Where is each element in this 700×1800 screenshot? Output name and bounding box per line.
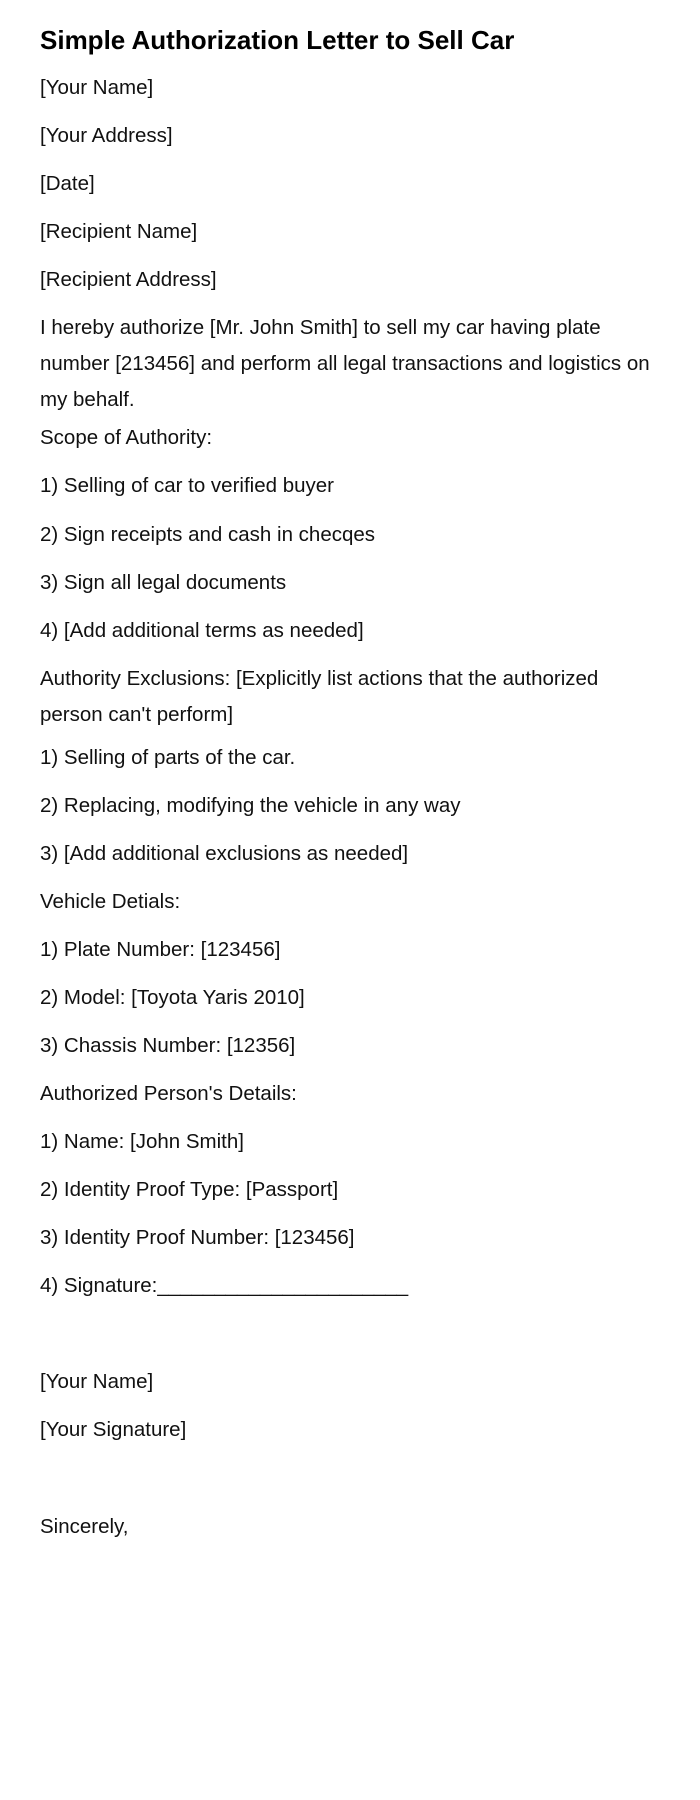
closing-name: [Your Name] xyxy=(40,1370,154,1393)
vehicle-heading: Vehicle Detials: xyxy=(40,890,181,913)
document-title: Simple Authorization Letter to Sell Car xyxy=(40,25,515,55)
person-item: 3) Identity Proof Number: [123456] xyxy=(40,1226,355,1249)
scope-item: 2) Sign receipts and cash in checqes xyxy=(40,523,376,546)
exclusion-item: 1) Selling of parts of the car. xyxy=(40,746,296,769)
recipient-address: [Recipient Address] xyxy=(40,268,217,291)
vehicle-item: 2) Model: [Toyota Yaris 2010] xyxy=(40,986,305,1009)
scope-item: 3) Sign all legal documents xyxy=(40,571,287,594)
vehicle-item: 1) Plate Number: [123456] xyxy=(40,938,281,961)
person-heading: Authorized Person's Details: xyxy=(40,1082,297,1105)
person-item: 1) Name: [John Smith] xyxy=(40,1130,244,1153)
closing-signature: [Your Signature] xyxy=(40,1418,187,1441)
scope-item: 4) [Add additional terms as needed] xyxy=(40,619,364,642)
sign-off: Sincerely, xyxy=(40,1515,129,1538)
vehicle-item: 3) Chassis Number: [12356] xyxy=(40,1034,296,1057)
person-item: 2) Identity Proof Type: [Passport] xyxy=(40,1178,339,1201)
exclusion-item: 3) [Add additional exclusions as needed] xyxy=(40,842,409,865)
exclusion-item: 2) Replacing, modifying the vehicle in any way xyxy=(40,794,461,817)
signature-line: 4) Signature:______________________ xyxy=(40,1274,409,1297)
recipient-name: [Recipient Name] xyxy=(40,220,198,243)
scope-item: 1) Selling of car to verified buyer xyxy=(40,474,334,497)
exclusions-heading: Authority Exclusions: [Explicitly list actions that the authorized person can't perform] xyxy=(40,667,599,726)
sender-name: [Your Name] xyxy=(40,76,154,99)
authorization-paragraph: I hereby authorize [Mr. John Smith] to sell my car having plate number [213456] and perform all legal transactions and logistics on my behalf. xyxy=(40,316,650,411)
scope-heading: Scope of Authority: xyxy=(40,426,213,449)
letter-date: [Date] xyxy=(40,172,95,195)
sender-address: [Your Address] xyxy=(40,124,173,147)
